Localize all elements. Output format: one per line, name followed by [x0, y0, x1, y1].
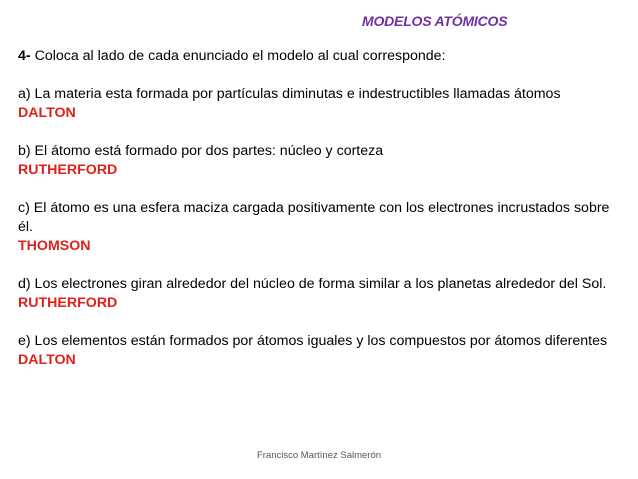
instruction-number: 4-: [18, 48, 31, 64]
statement-item-e: [18, 332, 618, 370]
statement-text: c) El átomo es una esfera maciza cargada positivamente con los electrones incrustados sobre él.: [18, 200, 610, 235]
answer-label: DALTON: [18, 352, 76, 368]
statement-text: a) La materia esta formada por partículas diminutas e indestructibles llamadas átomos: [18, 86, 561, 102]
statement-item-a: [18, 85, 618, 123]
answer-label: DALTON: [18, 105, 76, 121]
statement-text: b) El átomo está formado por dos partes: núcleo y corteza: [18, 143, 384, 159]
statement-item-b: [18, 142, 618, 180]
instruction-text: Coloca al lado de cada enunciado el modelo al cual corresponde:: [30, 48, 446, 64]
answer-label: RUTHERFORD: [18, 162, 118, 178]
answer-label: THOMSON: [18, 238, 91, 254]
slide-content: [18, 47, 618, 370]
slide-title: MODELOS ATÓMICOS: [362, 13, 508, 29]
statement-text: d) Los electrones giran alrededor del núcleo de forma similar a los planetas alrededor del Sol.: [18, 276, 607, 292]
footer-author: Francisco Martínez Salmerón: [256, 450, 382, 461]
statement-item-d: [18, 275, 618, 313]
answer-label: RUTHERFORD: [18, 295, 118, 311]
statement-text: e) Los elementos están formados por átomos iguales y los compuestos por átomos diferentes: [18, 333, 608, 349]
statement-item-c: [18, 199, 618, 256]
instruction: [18, 47, 618, 66]
